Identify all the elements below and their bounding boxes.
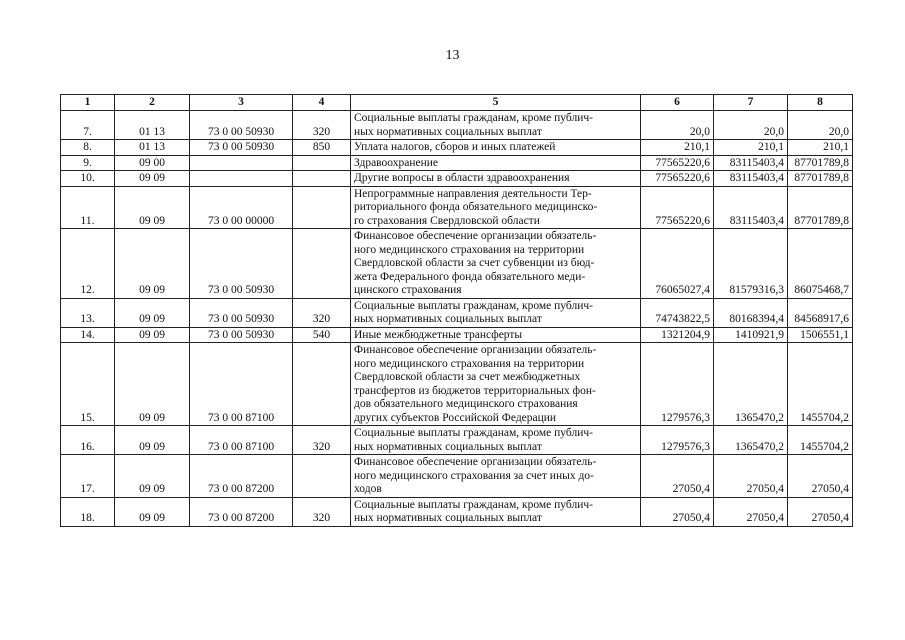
row-number-cell: 12. [61, 229, 115, 299]
amount-cell-2: 83115403,4 [714, 186, 788, 229]
amount-cell-2: 83115403,4 [714, 171, 788, 187]
amount-cell-3: 1455704,2 [788, 426, 853, 455]
table-row [61, 229, 853, 299]
amount-cell-1: 77565220,6 [641, 155, 714, 171]
section-code-cell: 09 09 [115, 327, 190, 343]
section-code-cell: 09 09 [115, 186, 190, 229]
target-article-cell: 73 0 00 87100 [190, 343, 293, 426]
amount-cell-3: 87701789,8 [788, 186, 853, 229]
header-cell: 2 [115, 95, 190, 111]
row-number-cell: 18. [61, 497, 115, 526]
name-cell: Социальные выплаты гражданам, кроме публич- ных нормативных социальных выплат [351, 111, 641, 140]
amount-cell-1: 1321204,9 [641, 327, 714, 343]
amount-cell-2: 20,0 [714, 111, 788, 140]
section-code-cell: 01 13 [115, 111, 190, 140]
amount-cell-1: 77565220,6 [641, 171, 714, 187]
expense-type-cell: 320 [293, 111, 351, 140]
row-number-cell: 7. [61, 111, 115, 140]
section-code-cell: 09 09 [115, 298, 190, 327]
name-cell: Иные межбюджетные трансферты [351, 327, 641, 343]
amount-cell-2: 1365470,2 [714, 343, 788, 426]
page-number: 13 [445, 48, 460, 63]
expense-type-cell [293, 155, 351, 171]
header-cell: 7 [714, 95, 788, 111]
name-cell: Социальные выплаты гражданам, кроме публич- ных нормативных социальных выплат [351, 298, 641, 327]
amount-cell-3: 27050,4 [788, 455, 853, 498]
expense-type-cell [293, 186, 351, 229]
amount-cell-2: 83115403,4 [714, 155, 788, 171]
name-cell: Финансовое обеспечение организации обязатель- ного медицинского страхования на территории Свердловской области за счет межбюджетных трансфертов из бюджетов территориальных фон- дов обязательного медицинского страхования других субъектов Российской Федерации [351, 343, 641, 426]
table-row [61, 186, 853, 229]
row-number-cell: 17. [61, 455, 115, 498]
row-number-cell: 14. [61, 327, 115, 343]
table-row [61, 343, 853, 426]
header-cell: 6 [641, 95, 714, 111]
table-row [61, 497, 853, 526]
amount-cell-1: 210,1 [641, 140, 714, 156]
section-code-cell: 09 09 [115, 455, 190, 498]
amount-cell-3: 1506551,1 [788, 327, 853, 343]
row-number-cell: 16. [61, 426, 115, 455]
amount-cell-2: 210,1 [714, 140, 788, 156]
target-article-cell: 73 0 00 87200 [190, 455, 293, 498]
amount-cell-2: 81579316,3 [714, 229, 788, 299]
name-cell: Социальные выплаты гражданам, кроме публич- ных нормативных социальных выплат [351, 426, 641, 455]
row-number-cell: 8. [61, 140, 115, 156]
target-article-cell [190, 171, 293, 187]
target-article-cell: 73 0 00 50930 [190, 229, 293, 299]
row-number-cell: 15. [61, 343, 115, 426]
amount-cell-1: 77565220,6 [641, 186, 714, 229]
table-row [61, 140, 853, 156]
amount-cell-3: 84568917,6 [788, 298, 853, 327]
row-number-cell: 9. [61, 155, 115, 171]
name-cell: Финансовое обеспечение организации обязатель- ного медицинского страхования на территории Свердловской области за счет субвенции из бюд- жета Федерального фонда обязательного меди- цинского страхования [351, 229, 641, 299]
section-code-cell: 09 00 [115, 155, 190, 171]
expense-type-cell [293, 343, 351, 426]
name-cell: Уплата налогов, сборов и иных платежей [351, 140, 641, 156]
row-number-cell: 13. [61, 298, 115, 327]
section-code-cell: 09 09 [115, 343, 190, 426]
target-article-cell: 73 0 00 50930 [190, 298, 293, 327]
amount-cell-1: 27050,4 [641, 455, 714, 498]
target-article-cell: 73 0 00 50930 [190, 327, 293, 343]
amount-cell-1: 27050,4 [641, 497, 714, 526]
table-row [61, 327, 853, 343]
table-row [61, 455, 853, 498]
row-number-cell: 10. [61, 171, 115, 187]
amount-cell-1: 1279576,3 [641, 343, 714, 426]
expense-type-cell [293, 229, 351, 299]
table-body [61, 111, 853, 527]
budget-table [60, 94, 853, 527]
amount-cell-2: 1410921,9 [714, 327, 788, 343]
expense-type-cell: 540 [293, 327, 351, 343]
name-cell: Непрограммные направления деятельности Тер- риториального фонда обязательного медицинско- го страхования Свердловской области [351, 186, 641, 229]
target-article-cell: 73 0 00 87200 [190, 497, 293, 526]
header-cell: 3 [190, 95, 293, 111]
amount-cell-1: 1279576,3 [641, 426, 714, 455]
section-code-cell: 09 09 [115, 497, 190, 526]
table-row [61, 111, 853, 140]
expense-type-cell: 320 [293, 298, 351, 327]
amount-cell-3: 210,1 [788, 140, 853, 156]
name-cell: Здравоохранение [351, 155, 641, 171]
target-article-cell: 73 0 00 00000 [190, 186, 293, 229]
amount-cell-3: 20,0 [788, 111, 853, 140]
amount-cell-1: 20,0 [641, 111, 714, 140]
header-row [61, 95, 853, 111]
expense-type-cell [293, 171, 351, 187]
amount-cell-2: 27050,4 [714, 497, 788, 526]
table-row [61, 426, 853, 455]
table-row [61, 171, 853, 187]
header-cell: 8 [788, 95, 853, 111]
target-article-cell: 73 0 00 50930 [190, 140, 293, 156]
amount-cell-3: 27050,4 [788, 497, 853, 526]
section-code-cell: 01 13 [115, 140, 190, 156]
target-article-cell [190, 155, 293, 171]
amount-cell-2: 27050,4 [714, 455, 788, 498]
header-cell: 1 [61, 95, 115, 111]
expense-type-cell: 850 [293, 140, 351, 156]
section-code-cell: 09 09 [115, 171, 190, 187]
header-cell: 5 [351, 95, 641, 111]
table-row [61, 155, 853, 171]
amount-cell-3: 87701789,8 [788, 155, 853, 171]
expense-type-cell [293, 455, 351, 498]
expense-type-cell: 320 [293, 497, 351, 526]
header-cell: 4 [293, 95, 351, 111]
amount-cell-3: 87701789,8 [788, 171, 853, 187]
amount-cell-1: 76065027,4 [641, 229, 714, 299]
section-code-cell: 09 09 [115, 426, 190, 455]
row-number-cell: 11. [61, 186, 115, 229]
name-cell: Финансовое обеспечение организации обязатель- ного медицинского страхования за счет иных до- ходов [351, 455, 641, 498]
amount-cell-2: 1365470,2 [714, 426, 788, 455]
amount-cell-1: 74743822,5 [641, 298, 714, 327]
expense-type-cell: 320 [293, 426, 351, 455]
amount-cell-2: 80168394,4 [714, 298, 788, 327]
name-cell: Другие вопросы в области здравоохранения [351, 171, 641, 187]
target-article-cell: 73 0 00 50930 [190, 111, 293, 140]
name-cell: Социальные выплаты гражданам, кроме публич- ных нормативных социальных выплат [351, 497, 641, 526]
table-row [61, 298, 853, 327]
amount-cell-3: 86075468,7 [788, 229, 853, 299]
amount-cell-3: 1455704,2 [788, 343, 853, 426]
section-code-cell: 09 09 [115, 229, 190, 299]
target-article-cell: 73 0 00 87100 [190, 426, 293, 455]
